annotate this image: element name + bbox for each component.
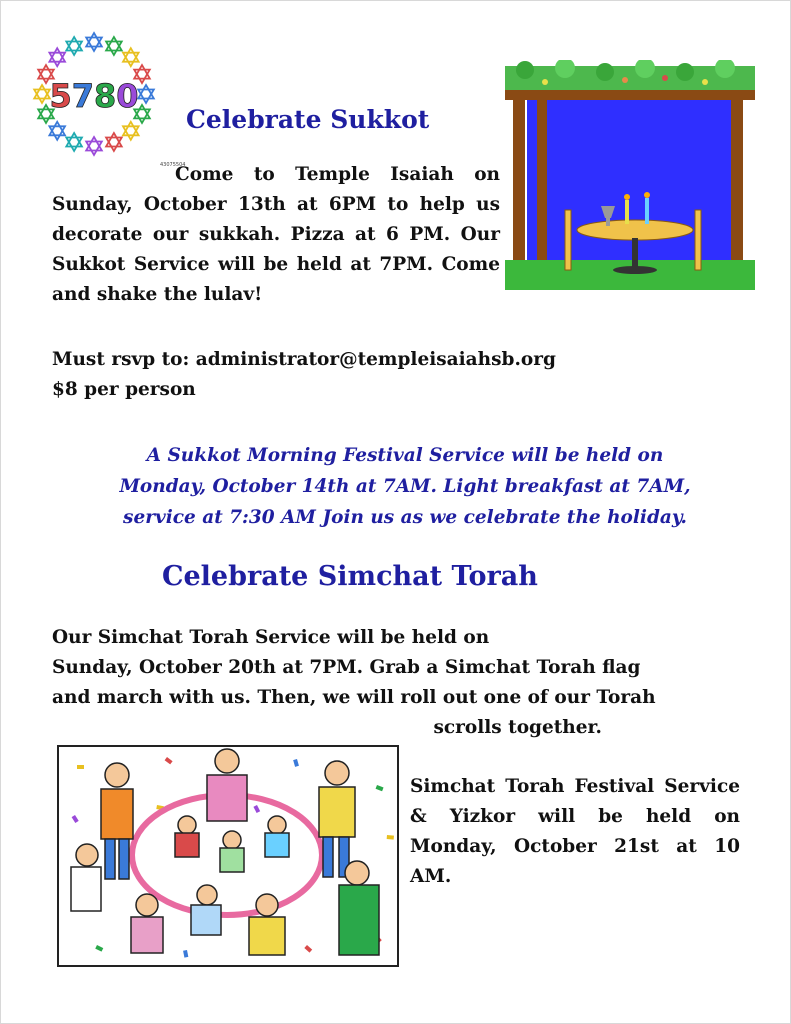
roof-leaves-icon [505,60,755,92]
morning-service [70,440,740,533]
star-of-david-icon [138,90,154,104]
simchat-line-3: and march with us. Then, we will roll out one of our Torah [52,687,656,708]
star-of-david-icon [34,90,50,104]
star-of-david-icon [86,142,102,156]
star-of-david-icon [86,33,102,47]
simchat-line-4: scrolls together. [433,717,602,738]
star-of-david-icon [34,85,50,99]
star-of-david-icon [106,42,122,56]
star-of-david-icon [123,53,139,66]
star-of-david-icon [106,37,122,51]
star-of-david-icon [49,126,65,140]
star-of-david-icon [123,126,139,140]
sukkah-illustration [505,60,755,298]
simchat-line-1: Our Simchat Torah Service will be held on [52,627,490,648]
confetti-icon [387,835,394,840]
sukkot-title: Celebrate Sukkot [186,105,430,134]
price-line: $8 per person [52,379,196,400]
star-of-david-icon [86,137,102,151]
star-wreath-logo [30,30,158,158]
star-of-david-icon [86,38,102,52]
star-of-david-icon [66,37,82,51]
star-of-david-icon [123,48,139,62]
star-of-david-icon [49,48,65,62]
confetti-icon [77,765,84,769]
star-of-david-icon [66,133,82,147]
dancing-circle-illustration [57,745,399,967]
yizkor-paragraph: Simchat Torah Festival Service & Yizkor will be held on Monday, October 21st at 10 AM. [410,776,740,887]
star-of-david-icon [66,42,82,56]
image-caption: 43075504 [160,162,186,168]
star-of-david-icon [123,122,139,136]
star-of-david-icon [49,53,65,66]
simchat-torah-paragraph [52,623,742,743]
star-of-david-icon [106,138,122,152]
logo-year: 5780 [49,77,139,115]
sukkot-paragraph: Come to Temple Isaiah on Sunday, October 13th at 6PM to help us decorate our sukkah. Pizza at 6 PM. Our Sukkot Service will be held at 7PM. Come and shake the lulav! [52,164,500,305]
star-of-david-icon [66,138,82,152]
star-of-david-icon [138,85,154,99]
morning-line-1: A Sukkot Morning Festival Service will be held on [146,445,664,466]
simchat-torah-title: Celebrate Simchat Torah [162,561,538,592]
star-of-david-icon [49,122,65,136]
morning-line-3: service at 7:30 AM Join us as we celebrate the holiday. [123,507,687,528]
rsvp-line: Must rsvp to: administrator@templeisaiahsb.org [52,349,556,370]
morning-line-2: Monday, October 14th at 7AM. Light breakfast at 7AM, [119,476,691,497]
rsvp-block [52,345,652,405]
star-of-david-icon [106,133,122,147]
simchat-line-2: Sunday, October 20th at 7PM. Grab a Simchat Torah flag [52,657,641,678]
